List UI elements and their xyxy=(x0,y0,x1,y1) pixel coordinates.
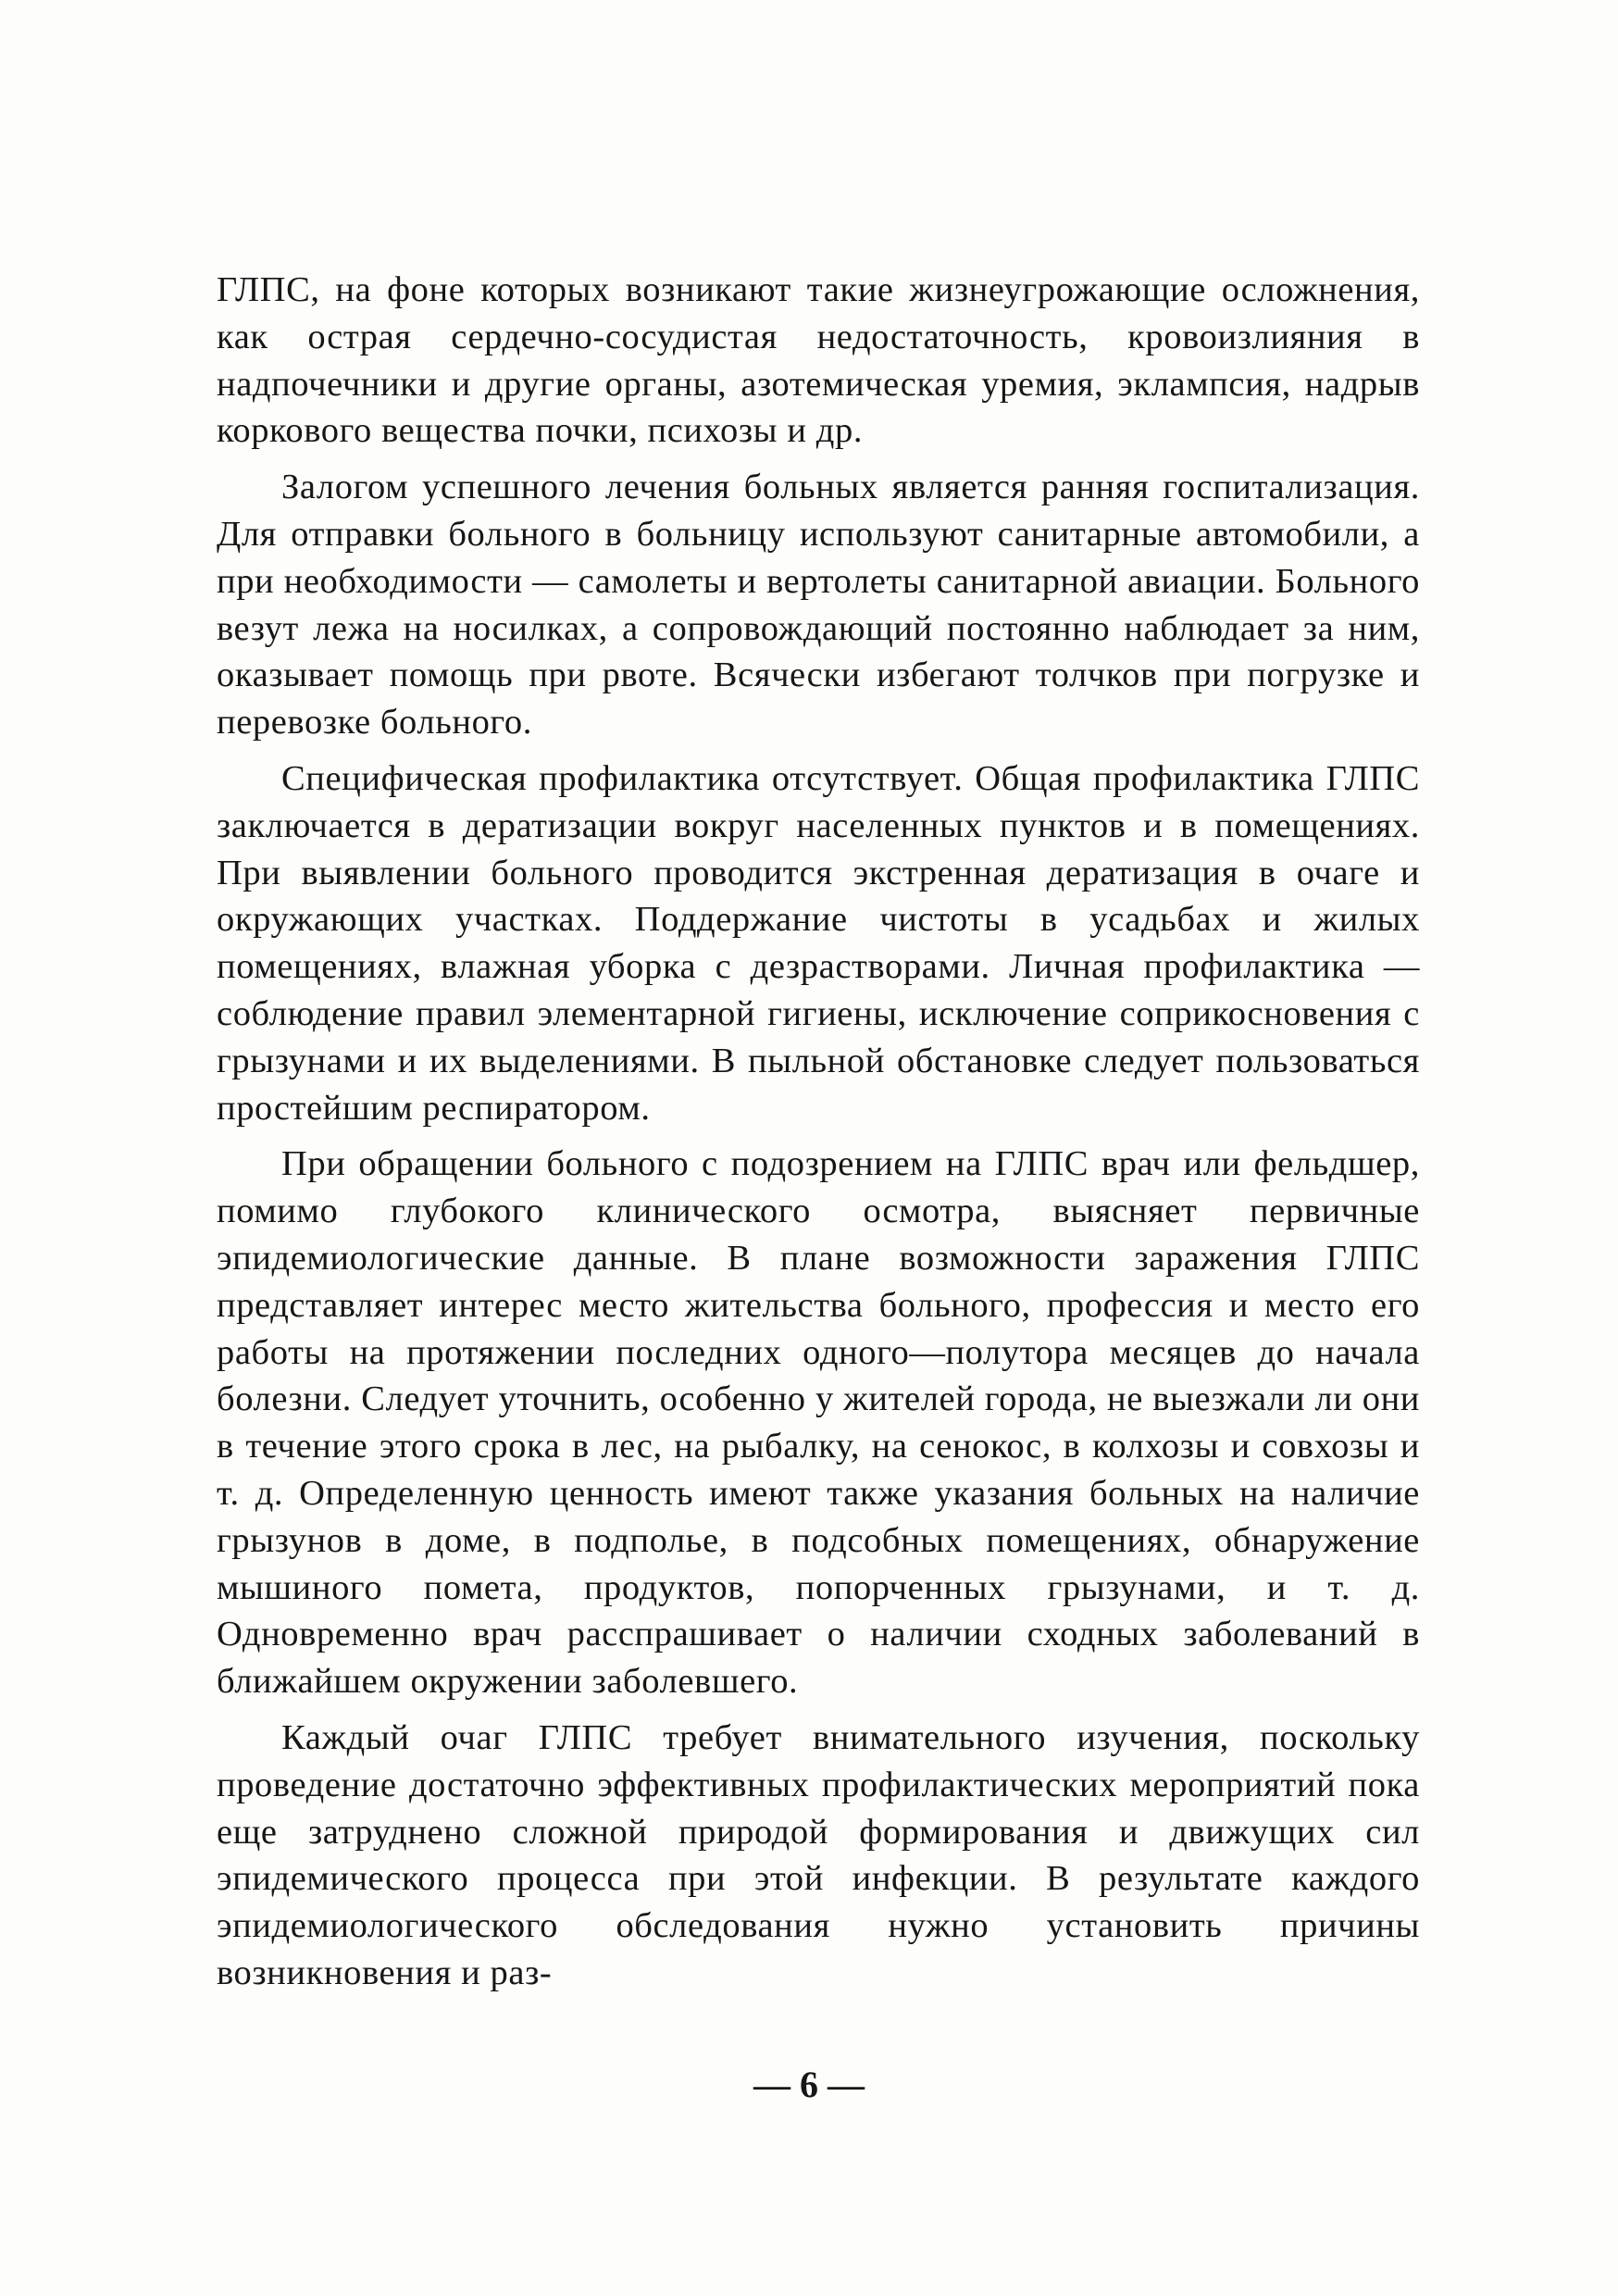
paragraph-epidemiological-data: При обращении больного с подозрением на ГЛПС врач или фельдшер, помимо глубокого клинического осмотра, выясняет первичные эпидемиологические данные. В плане возможности заражения ГЛПС представляет интерес место жительства больного, профессия и место его работы на протяжении последних одного—полутора месяцев до начала болезни. Следует уточнить, особенно у жителей города, не выезжали ли они в течение этого срока в лес, на рыбалку, на сенокос, в колхозы и совхозы и т. д. Определенную ценность имеют также указания больных на наличие грызунов в доме, в подполье, в подсобных помещениях, обнаружение мышиного помета, продуктов, попорченных грызунами, и т. д. Одновременно врач расспрашивает о наличии сходных заболеваний в ближайшем окружении заболевшего. xyxy=(217,1144,1420,1702)
paragraph-prophylaxis: Специфическая профилактика отсутствует. Общая профилактика ГЛПС заключается в дератизации вокруг населенных пунктов и в помещениях. При выявлении больного проводится экстренная дератизация в очаге и окружающих участках. Поддержание чистоты в усадьбах и жилых помещениях, влажная уборка с дезрастворами. Личная профилактика — соблюдение правил элементарной гигиены, исключение соприкосновения с грызунами и их выделениями. В пыльной обстановке следует пользоваться простейшим респиратором. xyxy=(217,758,1420,1128)
paragraph-continuation: ГЛПС, на фоне которых возникают такие жизнеугрожающие осложнения, как острая сердечно-сосудистая недостаточность, кровоизлияния в надпочечники и другие органы, азотемическая уремия, эклампсия, надрыв коркового вещества почки, психозы и др. xyxy=(217,270,1420,451)
body-text xyxy=(217,267,1420,1997)
paragraph-hospitalization: Залогом успешного лечения больных является ранняя госпитализация. Для отправки больного в больницу используют санитарные автомобили, а при необходимости — самолеты и вертолеты санитарной авиации. Больного везут лежа на носилках, а сопровождающий постоянно наблюдает за ним, оказывает помощь при рвоте. Всячески избегают толчков при погрузке и перевозке больного. xyxy=(217,468,1420,742)
paragraph-focus-study: Каждый очаг ГЛПС требует внимательного изучения, поскольку проведение достаточно эффективных профилактических мероприятий пока еще затруднено сложной природой формирования и движущих сил эпидемического процесса при этой инфекции. В результате каждого эпидемиологического обследования нужно установить причины возникновения и раз- xyxy=(217,1717,1420,1992)
page-number: — 6 — xyxy=(753,2064,865,2105)
